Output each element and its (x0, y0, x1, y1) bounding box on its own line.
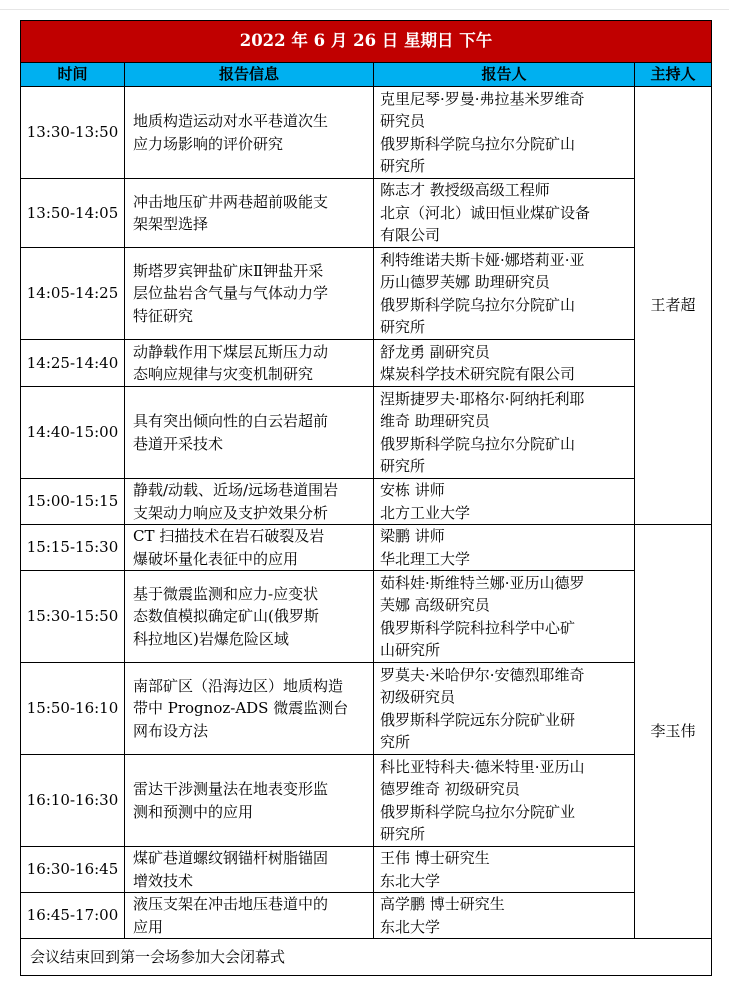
speaker-line: 高学鹏 博士研究生 (380, 895, 505, 913)
report-info-line: 爆破坏量化表征中的应用 (133, 549, 299, 568)
row-report-info (125, 340, 374, 387)
row-speaker (374, 525, 635, 571)
row-speaker (374, 847, 635, 893)
row-time: 13:50-14:05 (21, 179, 125, 248)
row-time: 16:30-16:45 (21, 847, 125, 893)
row-time: 14:25-14:40 (21, 340, 125, 387)
schedule-row (21, 525, 712, 571)
speaker-line: 德罗维奇 初级研究员 (380, 780, 520, 798)
speaker-line: 历山德罗芙娜 助理研究员 (380, 273, 550, 291)
speaker-line: 科比亚特科夫·德米特里·亚历山 (380, 757, 585, 776)
report-info-line: 静载/动载、近场/远场巷道围岩 (133, 481, 339, 499)
row-report-info (125, 248, 374, 340)
speaker-line: 北京（河北）诚田恒业煤矿设备 (380, 203, 591, 222)
schedule-row (21, 387, 712, 479)
row-report-info (125, 387, 374, 479)
speaker-line: 利特维诺夫斯卡娅·娜塔莉亚·亚 (380, 250, 585, 269)
speaker-line: 研究所 (380, 318, 426, 336)
speaker-line: 研究所 (380, 825, 426, 843)
speaker-line: 山研究所 (380, 641, 441, 659)
row-report-info (125, 87, 374, 179)
report-info-line: 地质构造运动对水平巷道次生 (133, 112, 329, 130)
row-report-info (125, 893, 374, 939)
report-info-line: 特征研究 (133, 306, 194, 325)
report-info-line: 架架型选择 (133, 215, 209, 233)
report-info-line: 煤矿巷道螺纹钢锚杆树脂锚固 (133, 849, 329, 867)
row-report-info (125, 179, 374, 248)
schedule-row (21, 248, 712, 340)
schedule-row (21, 340, 712, 387)
row-speaker (374, 87, 635, 179)
report-info-line: 应力场影响的评价研究 (133, 134, 284, 153)
speaker-line: 维奇 助理研究员 (380, 412, 490, 430)
report-info-line: 层位盐岩含气量与气体动力学 (133, 284, 329, 303)
speaker-line: 俄罗斯科学院乌拉尔分院矿山 (380, 434, 576, 453)
report-info-line: 斯塔罗宾钾盐矿床Ⅱ钾盐开采 (133, 261, 324, 280)
speaker-line: 茹科娃·斯维特兰娜·亚历山德罗 (380, 573, 585, 592)
speaker-line: 舒龙勇 副研究员 (380, 342, 490, 361)
report-info-line: 巷道开采技术 (133, 434, 224, 453)
schedule-row (21, 893, 712, 939)
speaker-line: 东北大学 (380, 917, 441, 936)
schedule-row (21, 847, 712, 893)
speaker-line: 俄罗斯科学院乌拉尔分院矿山 (380, 134, 576, 153)
row-speaker (374, 479, 635, 525)
row-report-info (125, 571, 374, 663)
speaker-line: 俄罗斯科学院科拉科学中心矿 (380, 618, 576, 637)
row-speaker (374, 663, 635, 755)
row-speaker (374, 755, 635, 847)
speaker-line: 俄罗斯科学院乌拉尔分院矿业 (380, 802, 576, 821)
title-row (21, 21, 712, 63)
schedule-row (21, 663, 712, 755)
row-time: 14:40-15:00 (21, 387, 125, 479)
row-speaker (374, 893, 635, 939)
row-time: 16:10-16:30 (21, 755, 125, 847)
speaker-line: 研究所 (380, 157, 426, 175)
speaker-line: 王伟 博士研究生 (380, 849, 490, 867)
report-info-line: CT 扫描技术在岩石破裂及岩 (133, 527, 325, 545)
closing-note: 会议结束回到第一会场参加大会闭幕式 (21, 939, 712, 976)
speaker-line: 研究员 (380, 112, 426, 130)
report-info-line: 科拉地区)岩爆危险区域 (133, 629, 289, 648)
footer-row (21, 939, 712, 976)
report-info-line: 态响应规律与灾变机制研究 (133, 365, 314, 383)
row-speaker (374, 248, 635, 340)
schedule-row (21, 179, 712, 248)
row-time: 15:00-15:15 (21, 479, 125, 525)
host-name: 李玉伟 (635, 525, 712, 939)
speaker-line: 华北理工大学 (380, 549, 471, 568)
schedule-row (21, 87, 712, 179)
row-time: 14:05-14:25 (21, 248, 125, 340)
report-info-line: 带中 Prognoz-ADS 微震监测台 (133, 699, 349, 718)
report-info-line: 动静载作用下煤层瓦斯压力动 (133, 342, 329, 361)
report-info-line: 应用 (133, 917, 164, 936)
report-info-line: 增效技术 (133, 871, 194, 890)
schedule-table (20, 20, 712, 976)
row-speaker (374, 340, 635, 387)
row-report-info (125, 525, 374, 571)
row-report-info (125, 755, 374, 847)
header-host: 主持人 (635, 63, 712, 87)
speaker-line: 克里尼琴·罗曼·弗拉基米罗维奇 (380, 89, 585, 108)
row-report-info (125, 847, 374, 893)
speaker-line: 俄罗斯科学院乌拉尔分院矿山 (380, 295, 576, 314)
report-info-line: 雷达干涉测量法在地表变形监 (133, 780, 329, 798)
header-row (21, 63, 712, 87)
report-info-line: 具有突出倾向性的白云岩超前 (133, 412, 329, 430)
speaker-line: 陈志才 教授级高级工程师 (380, 181, 550, 200)
report-info-line: 基于微震监测和应力-应变状 (133, 584, 319, 603)
row-speaker (374, 179, 635, 248)
report-info-line: 测和预测中的应用 (133, 802, 254, 821)
top-rule (0, 9, 729, 10)
speaker-line: 有限公司 (380, 226, 441, 245)
row-report-info (125, 663, 374, 755)
row-speaker (374, 387, 635, 479)
speaker-line: 东北大学 (380, 871, 441, 890)
speaker-line: 安栋 讲师 (380, 481, 445, 499)
row-report-info (125, 479, 374, 525)
schedule-row (21, 571, 712, 663)
speaker-line: 研究所 (380, 457, 426, 475)
report-info-line: 液压支架在冲击地压巷道中的 (133, 895, 329, 913)
schedule-title: 2022 年 6 月 26 日 星期日 下午 (21, 21, 712, 63)
report-info-line: 网布设方法 (133, 721, 209, 740)
row-time: 13:30-13:50 (21, 87, 125, 179)
row-speaker (374, 571, 635, 663)
speaker-line: 初级研究员 (380, 688, 456, 706)
header-speaker: 报告人 (374, 63, 635, 87)
row-time: 16:45-17:00 (21, 893, 125, 939)
speaker-line: 究所 (380, 733, 411, 751)
speaker-line: 芙娜 高级研究员 (380, 596, 490, 614)
row-time: 15:15-15:30 (21, 525, 125, 571)
speaker-line: 梁鹏 讲师 (380, 527, 445, 545)
report-info-line: 支架动力响应及支护效果分析 (133, 503, 329, 522)
report-info-line: 态数值模拟确定矿山(俄罗斯 (133, 607, 319, 626)
speaker-line: 煤炭科学技术研究院有限公司 (380, 365, 576, 383)
host-name: 王者超 (635, 87, 712, 525)
row-time: 15:30-15:50 (21, 571, 125, 663)
speaker-line: 罗莫夫·米哈伊尔·安德烈耶维奇 (380, 665, 585, 684)
report-info-line: 南部矿区（沿海边区）地质构造 (133, 676, 344, 695)
header-time: 时间 (21, 63, 125, 87)
schedule-row (21, 755, 712, 847)
speaker-line: 俄罗斯科学院远东分院矿业研 (380, 710, 576, 729)
report-info-line: 冲击地压矿井两巷超前吸能支 (133, 192, 329, 211)
row-time: 15:50-16:10 (21, 663, 125, 755)
header-info: 报告信息 (125, 63, 374, 87)
speaker-line: 北方工业大学 (380, 503, 471, 522)
speaker-line: 涅斯捷罗夫·耶格尔·阿纳托利耶 (380, 389, 585, 408)
schedule-row (21, 479, 712, 525)
